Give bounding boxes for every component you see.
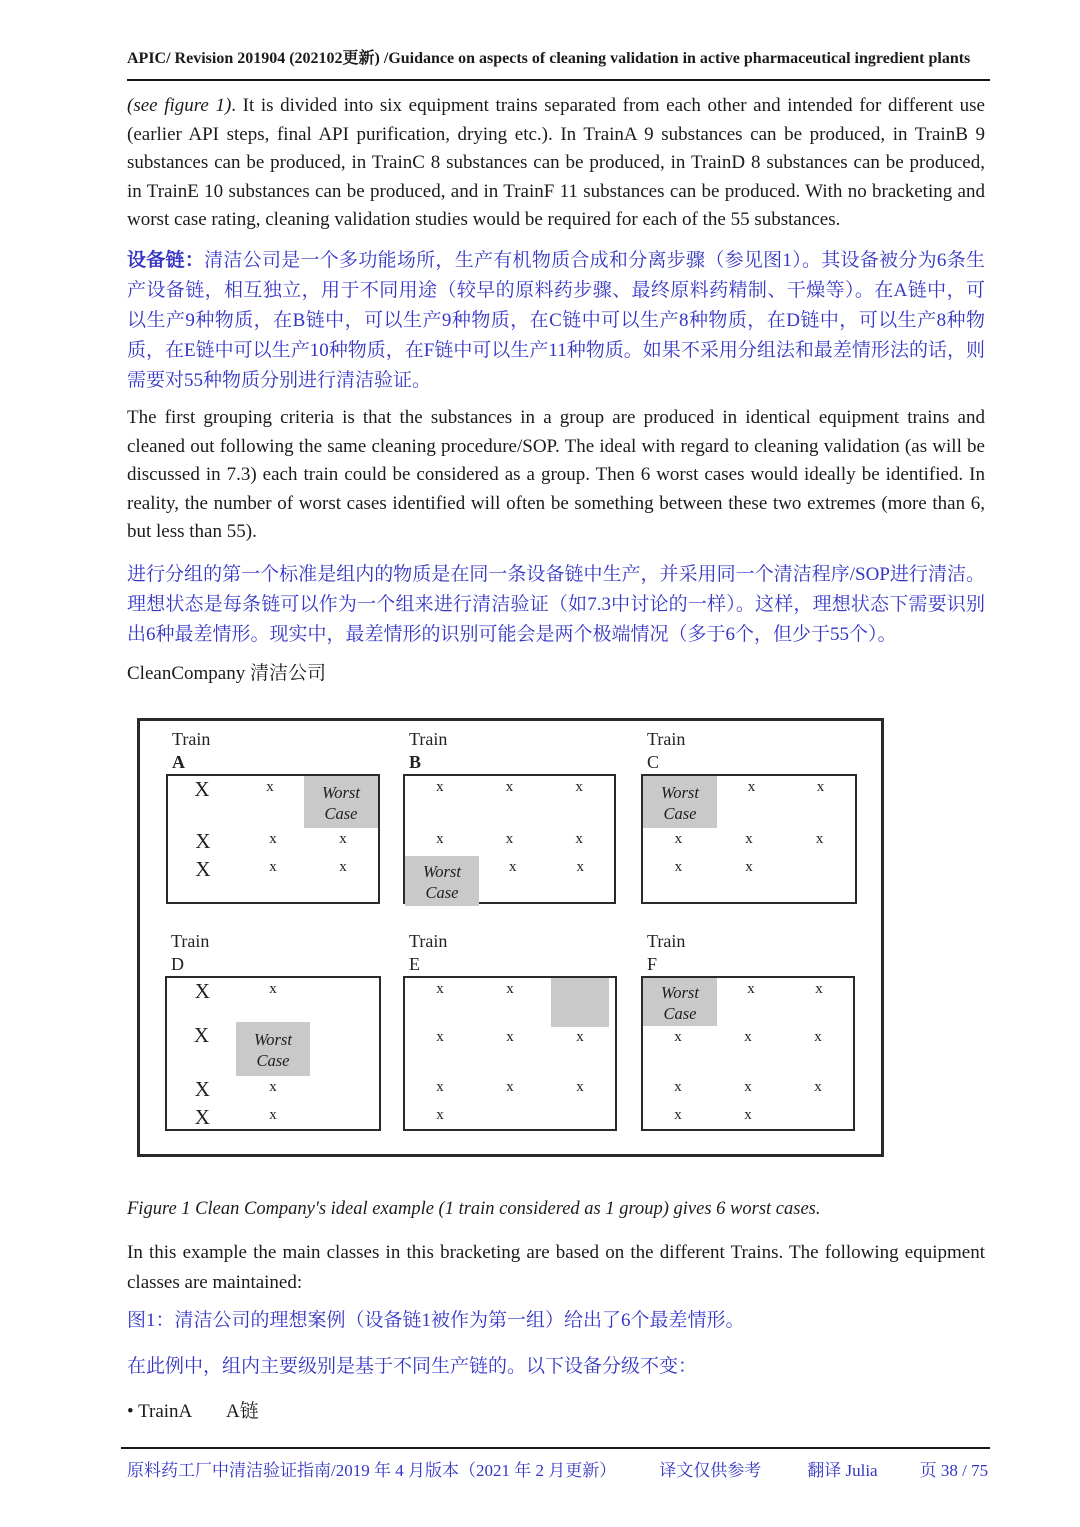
clean-company-label: CleanCompany 清洁公司 [127, 663, 326, 684]
substance-mark: x [575, 831, 583, 847]
para-classes-cn: 在此例中，组内主要级别是基于不同生产链的。以下设备分级不变： [127, 1356, 698, 1377]
para-intro-en-body: . It is divided into six equipment trains separated from each other and intended for different use (earlier API steps, final API purification, drying etc.). In TrainA 9 substances can be produced, in TrainB 9 substances can be produced, in TrainC 8 substances can be produced, in TrainD 8 substances can be produced, in TrainE 10 substances can be produced, and in TrainF 11 substances can be produced. With no bracketing and worst case rating, cleaning validation studies would be required for each of the 55 substances. [127, 95, 985, 230]
worst-case-cell: Worst Case [643, 776, 717, 828]
substance-mark: x [745, 859, 753, 875]
substance-mark-large: X [195, 857, 211, 881]
substance-mark-large: X [195, 829, 211, 853]
substance-mark: x [506, 1029, 514, 1045]
substance-mark-large: X [193, 1023, 210, 1047]
substance-mark: x [674, 859, 683, 875]
train-row [167, 1076, 379, 1104]
train-e-box [403, 976, 617, 1131]
page-footer [127, 1456, 987, 1481]
substance-mark: x [436, 981, 444, 997]
train-f-label: Train F [647, 931, 686, 974]
train-b-label: Train B [409, 729, 448, 772]
train-row [405, 978, 615, 1026]
substance-mark: x [744, 1079, 752, 1095]
figure-1-caption-en: Figure 1 Clean Company's ideal example (1 train considered as 1 group) gives 6 worst cases. [127, 1199, 821, 1219]
para-equipment-trains-cn-body: 清洁公司是一个多功能场所，生产有机物质合成和分离步骤（参见图1）。其设备被分为6条生产设备链，相互独立，用于不同用途（较早的原料药步骤、最终原料药精制、干燥等）。在A链中，可以生产9种物质，在B链中，可以生产9种物质，在C链中可以生产8种物质，在D链中，可以生产8种物质，在E链中可以生产10种物质，在F链中可以生产11种物质。如果不采用分组法和最差情形法的话，则需要对55种物质分别进行清洁验证。 [127, 250, 985, 391]
substance-mark: x [747, 779, 756, 795]
para-equipment-trains-cn [127, 246, 985, 396]
footer-guide-title: 原料药工厂中清洁验证指南/2019 年 4 月版本（2021 年 2 月更新） [127, 1461, 617, 1480]
train-row [167, 978, 379, 1006]
worst-case-cell: Worst Case [236, 1022, 310, 1076]
substance-mark: x [269, 859, 277, 875]
substance-mark: x [815, 981, 823, 997]
train-row [168, 856, 378, 884]
substance-mark: x [816, 779, 825, 795]
substance-mark: x [509, 859, 517, 875]
figure-1-caption-cn: 图1：清洁公司的理想案例（设备链1被作为第一组）给出了6个最差情形。 [127, 1310, 745, 1331]
train-row [167, 1104, 379, 1132]
footer-reference-note: 译文仅供参考 [659, 1461, 762, 1480]
train-c-box [641, 774, 857, 904]
footer-divider [121, 1447, 990, 1449]
train-row [405, 1104, 615, 1132]
substance-mark: x [269, 981, 277, 997]
substance-mark: x [269, 1079, 277, 1095]
substance-mark: x [674, 1107, 682, 1123]
footer-translator: 翻译 Julia [807, 1461, 878, 1480]
substance-mark-large: X [194, 1077, 210, 1101]
train-row [405, 828, 614, 856]
bullet-train-a-cn: A链 [225, 1401, 259, 1422]
substance-mark-large: X [194, 979, 210, 1003]
substance-mark: x [747, 981, 755, 997]
substance-mark-large: X [194, 777, 210, 801]
worst-case-cell: Worst Case [643, 978, 717, 1026]
train-row [643, 978, 853, 1026]
substance-mark: x [339, 859, 347, 875]
substance-mark: x [436, 831, 444, 847]
bullet-train-a-en: TrainA [138, 1401, 192, 1422]
worst-case-cell: Worst Case [405, 856, 479, 906]
substance-mark: x [575, 779, 583, 795]
train-row [643, 776, 855, 828]
see-figure-ref: (see figure 1) [127, 95, 232, 116]
figure-1-trains-diagram [137, 718, 884, 1157]
substance-mark: x [339, 831, 347, 847]
substance-mark: x [506, 1079, 514, 1095]
substance-mark: x [674, 1029, 682, 1045]
substance-mark: x [674, 831, 683, 847]
train-e-label: Train E [409, 931, 448, 974]
substance-mark: x [269, 1107, 277, 1123]
substance-mark: x [576, 859, 584, 875]
para-grouping-cn: 进行分组的第一个标准是组内的物质是在同一条设备链中生产，并采用同一个清洁程序/SOP进行清洁。理想状态是每条链可以作为一个组来进行清洁验证（如7.3中讨论的一样）。这样，理想状态下需要识别出6种最差情形。现实中，最差情形的识别可能会是两个极端情况（多于6个，但少于55个）。 [127, 564, 985, 645]
train-row [405, 1076, 615, 1104]
substance-mark: x [505, 831, 514, 847]
substance-mark: x [745, 831, 753, 847]
substance-mark: x [814, 1029, 822, 1045]
substance-mark: x [436, 779, 444, 795]
bullet-glyph: • [127, 1401, 134, 1422]
substance-mark: x [436, 1079, 444, 1095]
train-row [643, 828, 855, 856]
train-row [168, 828, 378, 856]
substance-mark: x [266, 779, 274, 795]
train-row [643, 1054, 853, 1076]
train-row [643, 1026, 853, 1054]
train-a-label: Train A [172, 729, 211, 772]
train-b-box [403, 774, 616, 904]
para-grouping-en: The first grouping criteria is that the substances in a group are produced in identical equipment trains and cleaned out following the same cleaning procedure/SOP. The ideal with regard to cleaning validation (as will be discussed in 7.3) each train could be considered as a group. Then 6 worst cases would ideally be identified. In reality, the number of worst cases identified will often be something between these two extremes (more than 6, but less than 55). [127, 407, 985, 542]
substance-mark: x [269, 831, 277, 847]
train-d-label: Train D [171, 931, 210, 974]
train-d-box [165, 976, 381, 1131]
substance-mark: x [505, 779, 514, 795]
substance-mark: x [744, 1107, 752, 1123]
substance-mark-large: X [194, 1105, 210, 1129]
substance-mark: x [436, 1029, 444, 1045]
train-row [405, 776, 614, 804]
substance-mark: x [814, 1079, 822, 1095]
para-example-en: In this example the main classes in this bracketing are based on the different Trains. The following equipment classes are maintained: [127, 1242, 985, 1293]
substance-mark: x [674, 1079, 682, 1095]
train-c-label: Train C [647, 729, 686, 772]
train-row [168, 776, 378, 828]
bullet-train-a [127, 1398, 259, 1427]
equipment-train-term: 设备链： [127, 250, 205, 271]
substance-mark: x [744, 1029, 752, 1045]
train-a-box [166, 774, 380, 904]
train-row [167, 1006, 379, 1022]
train-row [167, 1022, 379, 1076]
substance-mark: x [815, 831, 824, 847]
substance-mark: x [576, 1079, 584, 1095]
page-header-title: APIC/ Revision 201904 (202102更新) /Guidance on aspects of cleaning validation in active pharmaceutical ingredient plants [127, 48, 990, 81]
train-row [405, 1054, 615, 1076]
train-f-box [641, 976, 855, 1131]
worst-case-cell-empty [551, 978, 609, 1027]
train-row [643, 1104, 853, 1132]
worst-case-cell: Worst Case [304, 776, 378, 828]
train-row [405, 804, 614, 828]
footer-page-number: 页 38 / 75 [919, 1461, 989, 1480]
train-row [643, 856, 855, 884]
train-row [405, 1026, 615, 1054]
substance-mark: x [506, 981, 514, 997]
substance-mark: x [576, 1029, 584, 1045]
substance-mark: x [436, 1107, 444, 1123]
train-row [643, 1076, 853, 1104]
para-intro-en [127, 92, 985, 235]
train-row [405, 856, 614, 906]
